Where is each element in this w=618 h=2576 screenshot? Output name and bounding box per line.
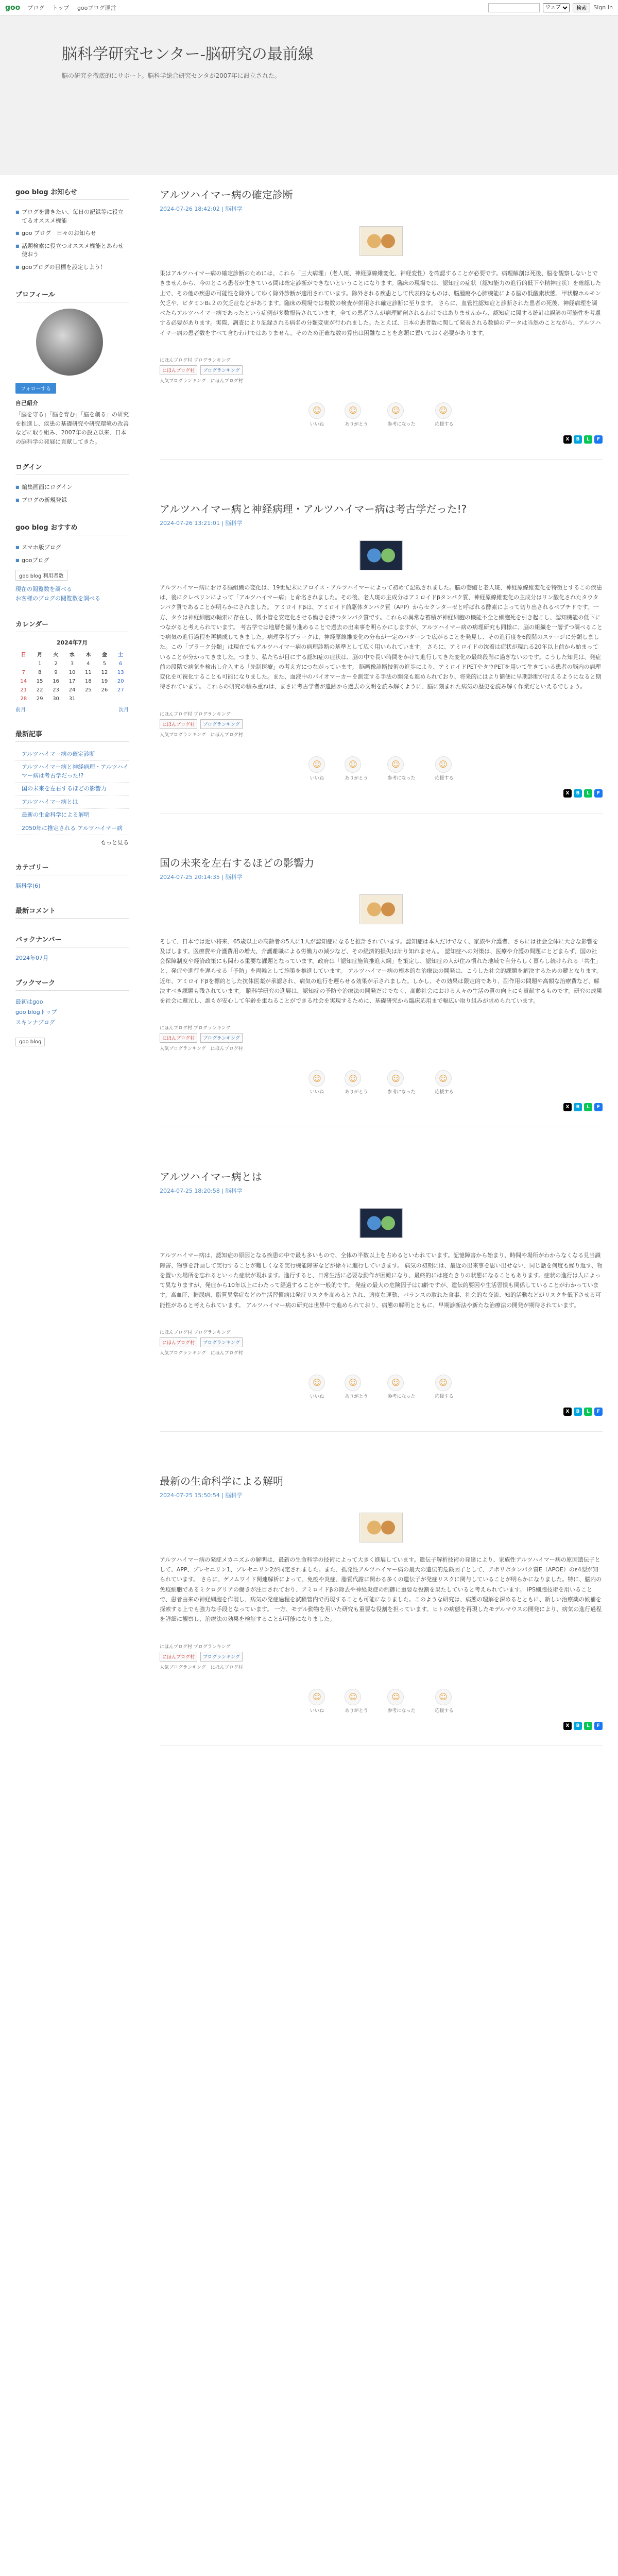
ranking-sub[interactable]: 人気ブログランキング にほんブログ村: [160, 1350, 243, 1356]
calendar-section: [15, 619, 129, 713]
calendar-day: 22: [36, 687, 43, 693]
share-bar: [160, 435, 603, 444]
reaction-icon: ☺: [308, 402, 325, 419]
calendar-day: 21: [20, 687, 27, 693]
calendar-day: 13: [117, 669, 124, 675]
topbar-search-area: [488, 3, 613, 12]
avatar: [36, 309, 103, 376]
blog-subtitle: 脳の研究を徹底的にサポート。脳科学総合研究センタが2007年に設立された。: [62, 72, 281, 79]
share-icon[interactable]: F: [594, 1722, 603, 1730]
share-icon[interactable]: B: [574, 435, 582, 444]
share-icon[interactable]: L: [584, 789, 592, 798]
calendar-next-link[interactable]: 次月: [118, 707, 129, 713]
post-image: [359, 1513, 403, 1543]
reaction-button[interactable]: [345, 756, 368, 781]
calendar-nav: [15, 705, 129, 713]
reaction-button[interactable]: [387, 402, 415, 427]
share-icon[interactable]: F: [594, 1103, 603, 1111]
ranking-badge[interactable]: ブログランキング: [200, 365, 243, 375]
reaction-button[interactable]: [308, 1070, 325, 1095]
reaction-label: いいね: [310, 421, 324, 427]
ranking-badge[interactable]: にほんブログ村: [160, 719, 197, 729]
recent-heading: 最新記事: [15, 728, 129, 742]
topbar-nav-top[interactable]: トップ: [52, 4, 70, 11]
calendar-week: [15, 677, 129, 686]
recommend-links: [15, 585, 129, 603]
reaction-label: 参考になった: [387, 1090, 416, 1095]
post-paragraph: そして、日本では近い将来、65歳以上の高齢者の5人に1人が認知症になると推計されています。認知症は本人だけでなく、家族や介護者、さらには社会全体に大きな影響を及ぼします。医療費や介護費用の増大、介護離職による労働力の減少など、その経済的損失は計り知れません。 認知症への対策は、医療や介護の問題にとどまらず、国の社会保障制度や経済政策にも関わる重要な課題となっています。政府は「認知症施策推進大綱」を策定し、認知症の人が住み慣れた地域で自分らしく暮らし続けられる「共生」と、発症や進行を遅らせる「予防」を両輪として施策を推進しています。 アルツハイマー病の根本的な治療法の開発は、こうした社会的課題を解決するための鍵となります。近年、アミロイドβを標的とした抗体医薬が承認され、病気の進行を遅らせる効果が示されました。しかし、その効果は限定的であり、副作用の問題や高額な治療費など、解決すべき課題も残されています。 脳科学研究の進展は、認知症の予防や治療法の開発だけでなく、高齢社会における人々の生活の質の向上にも貢献するものです。研究の成果を社会に還元し、誰もが安心して年齢を重ねることができる社会を実現するために、基礎研究から臨床応用まで幅広い取り組みが求められています。: [160, 938, 603, 1004]
main-content: [160, 187, 603, 1787]
ranking-badges: [160, 365, 603, 375]
blog-post: [160, 187, 603, 460]
ranking-badge[interactable]: にほんブログ村: [160, 1652, 197, 1662]
category-heading: カテゴリー: [15, 862, 129, 875]
calendar-day: 5: [102, 660, 106, 667]
calendar-month: 2024年7月: [56, 639, 88, 646]
reaction-icon: ☺: [308, 1375, 325, 1391]
backnumber-section: [15, 934, 129, 962]
calendar-week: [15, 694, 129, 703]
share-icon[interactable]: L: [584, 1722, 592, 1730]
reaction-icon: ☺: [435, 1070, 452, 1087]
calendar-day: 4: [87, 660, 90, 667]
comments-section: [15, 905, 129, 919]
calendar-day: 30: [53, 696, 59, 702]
blog-post: [160, 1473, 603, 1746]
category-section: [15, 862, 129, 890]
calendar-day: 1: [38, 660, 42, 667]
post-title[interactable]: 国の未来を左右するほどの影響力: [160, 856, 314, 869]
reaction-button[interactable]: [345, 1070, 368, 1095]
reaction-icon: ☺: [345, 1689, 361, 1705]
profile-heading: プロフィール: [15, 289, 129, 302]
topbar-nav-ops[interactable]: gooブログ運営: [77, 4, 116, 11]
users-badge[interactable]: goo blog 利用者数: [15, 570, 67, 581]
reaction-bar: [160, 402, 603, 427]
notice-item[interactable]: ■ goo ブログ 日々のお知らせ: [15, 227, 129, 240]
blog-post: [160, 1168, 603, 1432]
calendar-day: 7: [22, 669, 25, 675]
post-title[interactable]: アルツハイマー病と神経病理・アルツハイマー病は考古学だった!?: [160, 502, 467, 515]
login-heading: ログイン: [15, 462, 129, 475]
reaction-button[interactable]: [435, 1375, 454, 1399]
calendar-day: [96, 694, 112, 703]
reaction-button[interactable]: [387, 1070, 415, 1095]
reaction-button[interactable]: [387, 1375, 415, 1399]
ranking-badges: [160, 719, 603, 729]
calendar-day: 26: [101, 687, 108, 693]
ranking-badge[interactable]: にほんブログ村: [160, 365, 197, 375]
calendar-weekday: 木: [85, 652, 91, 658]
reaction-label: ありがとう: [345, 421, 368, 427]
post-paragraph: アルツハイマー病の発症メカニズムの解明は、最新の生命科学の技術によって大きく進展しています。遺伝子解析技術の発達により、家族性アルツハイマー病の原因遺伝子として、APP、プレセニリン1、プレセニリン2が同定されました。また、孤発性アルツハイマー病の最大の遺伝的危険因子として、アポリポタンパク質E（APOE）のε4型が知られています。 さらに、ゲノムワイド関連解析によって、免疫や炎症、脂質代謝に関わる多くの遺伝子が発症リスクに関与していることが明らかになりました。特に、脳内の免疫細胞であるミクログリアの働きが注目されており、アミロイドβの除去や神経炎症の制御に重要な役割を果たしていると考えられています。 iPS細胞技術を用いることで、患者由来の神経細胞を作製し、病気の発症過程を試験管内で再現することも可能になりました。このような研究は、病態の理解を深めるとともに、新しい治療薬の候補を探索する上でも強力な手段となっています。 一方、モデル動物を用いた研究も重要な役割を担っています。ヒトの病態を再現したモデルマウスの開発により、病気の進行過程を詳細に観察し、治療法の効果を検証することが可能になりました。: [160, 1556, 602, 1623]
share-icon[interactable]: B: [574, 1722, 582, 1730]
reaction-icon: ☺: [435, 756, 452, 773]
global-topbar: [0, 0, 618, 15]
share-bar: [160, 1408, 603, 1416]
calendar-day: [113, 694, 129, 703]
ranking-badge[interactable]: ブログランキング: [200, 1337, 243, 1347]
reaction-bar: [160, 1689, 603, 1714]
share-icon[interactable]: B: [574, 789, 582, 798]
search-scope-select[interactable]: [543, 3, 570, 12]
calendar-day: [80, 694, 96, 703]
calendar-day: 10: [68, 669, 76, 675]
post-body: [160, 1555, 603, 1624]
ranking-label: にほんブログ村 ブログランキング: [160, 711, 231, 717]
calendar-day: 15: [36, 678, 43, 684]
post-image: [359, 540, 403, 570]
post-body: [160, 937, 603, 1006]
calendar-week: [15, 686, 129, 694]
recent-item[interactable]: 国の未来を左右するほどの影響力: [15, 783, 129, 796]
recommend-section: [15, 522, 129, 603]
calendar-weekday: 日: [21, 652, 26, 658]
reaction-label: いいね: [310, 1708, 324, 1714]
calendar-day: 17: [68, 678, 76, 684]
reaction-icon: ☺: [345, 756, 361, 773]
reaction-button[interactable]: [387, 756, 415, 781]
bookmark-section: [15, 977, 129, 1046]
calendar-table: [15, 638, 129, 703]
goo-logo[interactable]: goo: [5, 3, 21, 12]
reaction-icon: ☺: [308, 756, 325, 773]
calendar-day: 25: [85, 687, 92, 693]
reaction-icon: ☺: [435, 402, 452, 419]
recent-item[interactable]: アルツハイマー病と神経病理・アルツハイマー病は考古学だった!?: [15, 761, 129, 783]
notice-item[interactable]: ■ gooブログの目標を設定しよう！: [15, 261, 129, 274]
recent-list: [15, 748, 129, 836]
post-image: [359, 1208, 403, 1238]
reaction-icon: ☺: [387, 1375, 404, 1391]
notice-item[interactable]: ■ 話題検索に役立つオススメ機能とあわせ使おう: [15, 240, 129, 261]
reaction-icon: ☺: [345, 1375, 361, 1391]
bookmark-item[interactable]: 最初はgoo: [15, 998, 43, 1006]
calendar-day: 18: [85, 678, 92, 684]
calendar-day: 2: [54, 660, 58, 667]
ranking-banner: [160, 357, 603, 384]
reaction-label: 参考になった: [387, 421, 416, 427]
reaction-label: 応援する: [435, 421, 454, 427]
recommend-link[interactable]: お客様のブログの閲覧数を調べる: [15, 595, 100, 602]
share-icon[interactable]: X: [563, 1408, 572, 1416]
blog-post: [160, 501, 603, 814]
reaction-button[interactable]: [345, 1689, 368, 1714]
ranking-label: にほんブログ村 ブログランキング: [160, 1644, 231, 1650]
calendar-day: 11: [85, 669, 92, 675]
ranking-badge[interactable]: にほんブログ村: [160, 1337, 197, 1347]
recommend-heading: goo blog おすすめ: [15, 522, 129, 535]
calendar-day: 3: [70, 660, 74, 667]
share-icon[interactable]: B: [574, 1103, 582, 1111]
post-meta: 2024-07-25 18:20:58 | 脳科学: [160, 1188, 243, 1195]
login-link[interactable]: ■ 編集画面にログイン: [15, 481, 129, 494]
ranking-badges: [160, 1033, 603, 1043]
comments-heading: 最新コメント: [15, 905, 129, 919]
profile-name-label: 自己紹介: [15, 400, 38, 406]
calendar-day: 20: [117, 678, 124, 684]
recent-item[interactable]: アルツハイマー病の確定診断: [15, 748, 129, 761]
reaction-button[interactable]: [435, 756, 454, 781]
signin-link[interactable]: Sign In: [593, 4, 613, 11]
bookmark-item[interactable]: スキンナブログ: [15, 1019, 55, 1026]
bookmark-item[interactable]: goo blogトップ: [15, 1008, 57, 1015]
reaction-label: いいね: [310, 1090, 324, 1095]
share-icon[interactable]: X: [563, 1722, 572, 1730]
calendar-week: [15, 659, 129, 668]
share-icon[interactable]: F: [594, 1408, 603, 1416]
calendar-day: 14: [20, 678, 27, 684]
reaction-icon: ☺: [345, 402, 361, 419]
category-item[interactable]: 脳科学(6): [15, 883, 41, 890]
search-input[interactable]: [488, 3, 540, 12]
ranking-label: にほんブログ村 ブログランキング: [160, 1026, 231, 1031]
post-paragraph: アルツハイマー病は、認知症の原因となる疾患の中で最も多いもので、全体の半数以上を占めるといわれています。記憶障害から始まり、時間や場所がわからなくなる見当識障害、物事を計画して実行することが難しくなる実行機能障害などが徐々に進行していきます。 病気の初期には、最近の出来事を思い出せない、同じ話を何度も繰り返す、物を置いた場所を忘れるといった症状が現れます。進行すると、日常生活に必要な動作が困難になり、最終的には寝たきりの状態になることもあります。症状の進行は人によって異なりますが、発症から10年以上にわたって経過することが一般的です。 発症の最大の危険因子は加齢ですが、遺伝的要因や生活習慣も関係していることがわかっています。高血圧、糖尿病、脂質異常症などの生活習慣病は発症リスクを高めるとされ、適度な運動、バランスの取れた食事、社会的な交流、知的活動などがリスクを低下させる可能性があると考えられています。 アルツハイマー病の研究は世界中で進められており、病態の解明とともに、早期診断法や新たな治療法の開発が期待されています。: [160, 1252, 603, 1309]
calendar-day: 31: [68, 696, 76, 702]
reaction-label: いいね: [310, 1394, 324, 1399]
ranking-badge[interactable]: ブログランキング: [200, 1652, 243, 1662]
reaction-button[interactable]: [387, 1689, 415, 1714]
blog-header: [0, 15, 618, 175]
ranking-badge[interactable]: ブログランキング: [200, 719, 243, 729]
post-meta: 2024-07-25 20:14:35 | 脳科学: [160, 873, 243, 880]
recent-item[interactable]: 2050年に推定される アルツハイマー病: [15, 822, 129, 836]
share-bar: [160, 1722, 603, 1730]
recent-more-link[interactable]: もっと見る: [100, 839, 129, 846]
post-divider: [160, 1431, 603, 1432]
recent-item[interactable]: 最新の生命科学による解明: [15, 809, 129, 822]
share-bar: [160, 789, 603, 798]
notice-list: [15, 206, 129, 274]
reaction-label: ありがとう: [345, 1708, 368, 1714]
bookmark-list: [15, 997, 129, 1027]
reaction-button[interactable]: [345, 402, 368, 427]
share-bar: [160, 1103, 603, 1111]
reaction-button[interactable]: [308, 1689, 325, 1714]
reaction-label: 応援する: [435, 1090, 454, 1095]
calendar-heading: カレンダー: [15, 619, 129, 632]
post-meta: 2024-07-25 15:50:54 | 脳科学: [160, 1492, 243, 1499]
backnumber-item[interactable]: 2024年07月: [15, 955, 48, 962]
reaction-label: 参考になった: [387, 775, 416, 781]
topbar-nav: [27, 4, 122, 12]
post-divider: [160, 459, 603, 460]
share-icon[interactable]: F: [594, 789, 603, 798]
login-section: [15, 462, 129, 506]
calendar-body: [15, 659, 129, 703]
post-title[interactable]: アルツハイマー病の確定診断: [160, 189, 293, 201]
reaction-icon: ☺: [345, 1070, 361, 1087]
calendar-day: 28: [20, 696, 27, 702]
calendar-weekdays: [15, 649, 129, 659]
notice-section: [15, 187, 129, 274]
blog-title[interactable]: 脳科学研究センター-脳研究の最前線: [62, 46, 314, 63]
reaction-bar: [160, 756, 603, 781]
ranking-banner: [160, 1643, 603, 1670]
share-icon[interactable]: X: [563, 435, 572, 444]
post-divider: [160, 1745, 603, 1746]
share-icon[interactable]: B: [574, 1408, 582, 1416]
calendar-day: 8: [38, 669, 42, 675]
reaction-icon: ☺: [435, 1689, 452, 1705]
recent-section: [15, 728, 129, 847]
post-list: [160, 187, 603, 1746]
reaction-label: いいね: [310, 775, 324, 781]
share-icon[interactable]: X: [563, 789, 572, 798]
reaction-icon: ☺: [308, 1689, 325, 1705]
calendar-day: 29: [36, 696, 43, 702]
reaction-button[interactable]: [345, 1375, 368, 1399]
ranking-banner: [160, 1329, 603, 1356]
reaction-icon: ☺: [308, 1070, 325, 1087]
post-divider: [160, 813, 603, 814]
calendar-day: 12: [101, 669, 108, 675]
ranking-sub[interactable]: 人気ブログランキング にほんブログ村: [160, 732, 243, 738]
ranking-badges: [160, 1337, 603, 1347]
share-icon[interactable]: X: [563, 1103, 572, 1111]
share-icon[interactable]: L: [584, 1408, 592, 1416]
post-image: [359, 894, 403, 924]
goo-blog-badge[interactable]: goo blog: [15, 1038, 45, 1046]
backnumber-heading: バックナンバー: [15, 934, 129, 947]
ranking-badges: [160, 1652, 603, 1662]
post-title[interactable]: アルツハイマー病とは: [160, 1171, 262, 1183]
sidebar: [15, 187, 139, 1787]
recommend-item[interactable]: ■ gooブログ: [15, 554, 129, 567]
calendar-day: 6: [119, 660, 123, 667]
post-meta: 2024-07-26 13:21:01 | 脳科学: [160, 519, 243, 527]
bookmark-heading: ブックマーク: [15, 977, 129, 991]
recommend-list: [15, 541, 129, 567]
reaction-button[interactable]: [435, 1689, 454, 1714]
calendar-weekday: 月: [37, 652, 43, 658]
reaction-label: 応援する: [435, 1708, 454, 1714]
post-body: [160, 1250, 603, 1310]
reaction-button[interactable]: [435, 402, 454, 427]
post-image: [359, 226, 403, 256]
ranking-badge[interactable]: にほんブログ村: [160, 1033, 197, 1043]
calendar-weekday: 土: [118, 652, 124, 658]
ranking-badge[interactable]: ブログランキング: [200, 1033, 243, 1043]
reaction-icon: ☺: [387, 1070, 404, 1087]
calendar-week: [15, 668, 129, 677]
calendar-day: 24: [68, 687, 76, 693]
ranking-banner: [160, 1024, 603, 1052]
ranking-label: にほんブログ村 ブログランキング: [160, 1330, 231, 1335]
calendar-day: 19: [101, 678, 108, 684]
post-paragraph: 果はアルツハイマー病の確定診断のためには、これら「三大病理」（老人斑、神経原線維変化、神経変性）を確認することが必要です。病理解剖は死後、脳を観察しないとできませんから、今のところ患者が生きている間は確定診断ができないということになります。臨床の現場では、認知症の症状（認知能力の進行的低下や精神症状）を確認した上で、その他の疾患の可能性を除外してゆく除外診断が適用されています。除外される疾患として代表的なものは、脳腫瘍や心肺機能による脳の低酸素状態、甲状腺ホルモン欠乏や、ビタミンB₁２の欠乏症などがあります。臨床の現場では複数の検査が併用され確定診断に至ります。 さらに、血管性認知症と診断された患者の死後、神経病理を調べたらアルツハイマー病であったという症例が多数報告されています。全ての患者さんが病理解剖されるわけではありませんから、認知症に関する統計は誤診の可能性を考慮する必要があります。実際、調査により記録される病名の分類変更が行われました。たとえば、日本の患者数に関して発表される数値のデータは当然のことながら、アルツハイマー病の患者数をすべて含むわけではありません。そのため正確な数の算出は困難なことを念頭に置いておく必要があります。: [160, 270, 602, 336]
calendar-day: [15, 659, 31, 668]
reaction-label: ありがとう: [345, 775, 368, 781]
reaction-button[interactable]: [435, 1070, 454, 1095]
reaction-bar: [160, 1070, 603, 1095]
reaction-label: 参考になった: [387, 1394, 416, 1399]
ranking-sub[interactable]: 人気ブログランキング にほんブログ村: [160, 1046, 243, 1052]
calendar-day: 16: [53, 678, 59, 684]
post-meta: 2024-07-26 18:42:02 | 脳科学: [160, 206, 243, 212]
reaction-icon: ☺: [387, 1689, 404, 1705]
notice-item[interactable]: ■ ブログを書きたい、毎日の記録等に役立てるオススメ機能: [15, 206, 129, 227]
calendar-weekday: 金: [101, 652, 107, 658]
share-icon[interactable]: F: [594, 435, 603, 444]
reaction-label: ありがとう: [345, 1394, 368, 1399]
reaction-label: 応援する: [435, 775, 454, 781]
share-icon[interactable]: L: [584, 435, 592, 444]
reaction-icon: ☺: [435, 1375, 452, 1391]
recommend-link[interactable]: 現在の閲覧数を調べる: [15, 586, 72, 593]
topbar-nav-blog[interactable]: ブログ: [27, 4, 45, 11]
notice-heading: goo blog お知らせ: [15, 187, 129, 200]
blog-post: [160, 855, 603, 1128]
reaction-label: 応援する: [435, 1394, 454, 1399]
calendar-weekday: 火: [53, 652, 59, 658]
register-link[interactable]: ■ ブログの新規登録: [15, 494, 129, 507]
profile-section: [15, 289, 129, 446]
calendar-day: 27: [117, 687, 124, 693]
reaction-button[interactable]: [308, 402, 325, 427]
ranking-sub[interactable]: 人気ブログランキング にほんブログ村: [160, 1665, 243, 1670]
reaction-button[interactable]: [308, 756, 325, 781]
profile-text: 「脳を守る」「脳を育む」「脳を創る」の研究を推進し、疾患の基礎研究や研究環境の改善などに取り組み、2007年の設立以来、日本の脳科学の発展に貢献してきた。: [15, 411, 129, 445]
reaction-label: ありがとう: [345, 1090, 368, 1095]
reaction-icon: ☺: [387, 402, 404, 419]
post-body: [160, 583, 603, 692]
recommend-item[interactable]: ■ スマホ版ブログ: [15, 541, 129, 554]
follow-button[interactable]: フォローする: [15, 383, 56, 394]
ranking-label: にほんブログ村 ブログランキング: [160, 358, 231, 363]
ranking-banner: [160, 710, 603, 738]
reaction-bar: [160, 1375, 603, 1399]
page-wrap: [15, 187, 603, 1787]
calendar-day: 23: [53, 687, 59, 693]
search-button[interactable]: 検索: [573, 3, 590, 12]
recent-item[interactable]: アルツハイマー病とは: [15, 796, 129, 809]
calendar-prev-link[interactable]: 前月: [15, 707, 26, 713]
post-paragraph: アルツハイマー病における脳組織の変化は、19世紀末にアロイス・アルツハイマーによって初めて記載されました。脳の萎縮と老人斑、神経原線維変化を特徴とするこの疾患は、後にクレペリンによって「アルツハイマー病」と命名されました。その後、老人斑の主成分はアミロイドβタンパク質、神経原線維変化の主成分はリン酸化されたタウタンパク質であることが明らかにされました。 アミロイドβは、アミロイド前駆体タンパク質（APP）からセクレターゼと呼ばれる酵素によって切り出されるペプチドです。一方、タウは神経細胞の軸索に存在し、微小管を安定化させる働きを持つタンパク質です。これらの異常な蓄積が神経細胞の機能不全と細胞死を引き起こし、認知機能の低下につながると考えられています。 考古学では地層を掘り進めることで過去の出来事を明らかにしますが、アルツハイマー病の病理研究も同様に、脳の組織を一層ずつ調べることで病気の進行過程を再構成してきました。病理学者ブラークは、神経原線維変化の分布が一定のパターンで広がることを発見し、その進行度を6段階のステージに分類しました。この「ブラーク分類」は現在でもアルツハイマー病の病理診断の基準として広く用いられています。 さらに、アミロイドの沈着は症状が現れる20年以上前から始まっていることが分かってきました。つまり、私たちが目にする認知症の症状は、脳の中で長い時間をかけて進行してきた変化の最終段階に過ぎないのです。こうした知見は、発症前の段階で病気を検出し介入する「先制医療」の考え方につながっています。 脳画像診断技術の進歩により、アミロイドPETやタウPETを用いて生きている患者の脳内の病理変化を可視化することも可能になりました。また、血液中のバイオマーカーを測定する手法の開発も進められており、将来的にはより簡便に早期診断が行えるようになると期待されています。 これらの研究の積み重ねは、まさに考古学者が遺跡から過去の文明を読み解くように、脳に刻まれた病気の歴史を読み解く作業だといえるでしょう。: [160, 584, 603, 690]
calendar-day: 9: [54, 669, 58, 675]
reaction-icon: ☺: [387, 756, 404, 773]
reaction-button[interactable]: [308, 1375, 325, 1399]
post-body: [160, 268, 603, 338]
post-title[interactable]: 最新の生命科学による解明: [160, 1475, 283, 1487]
reaction-label: 参考になった: [387, 1708, 416, 1714]
ranking-sub[interactable]: 人気ブログランキング にほんブログ村: [160, 378, 243, 384]
share-icon[interactable]: L: [584, 1103, 592, 1111]
login-list: [15, 481, 129, 506]
calendar-weekday: 水: [69, 652, 75, 658]
